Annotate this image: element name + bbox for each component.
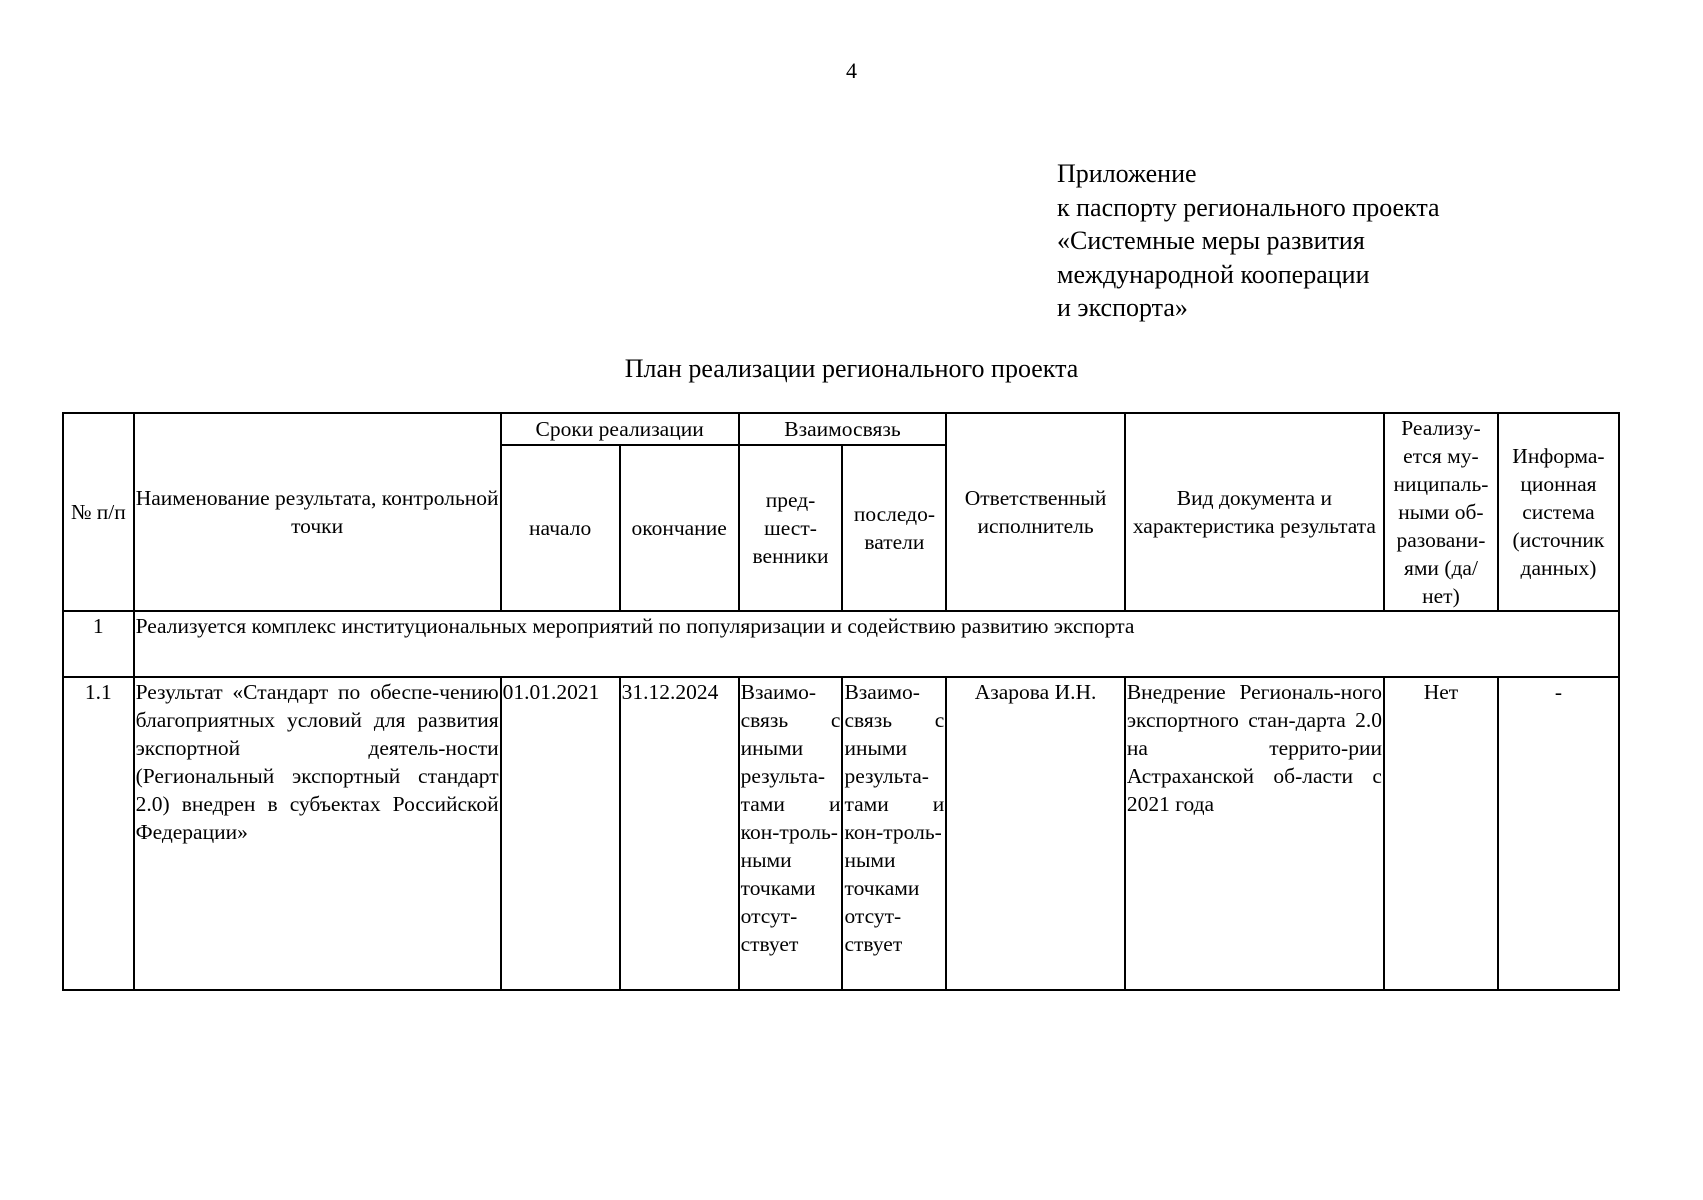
appendix-block — [1057, 157, 1440, 325]
row-name: Результат «Стандарт по обеспе-чению благоприятных условий для развития экспортной деятель-ности (Региональный экспортный стандарт 2.0) внедрен в субъектах Российской Федерации» — [134, 677, 501, 990]
section-num: 1 — [63, 611, 134, 677]
section-row — [63, 611, 1619, 677]
header-municipal: Реализу-ется му-ниципаль-ными об-разовани-ями (да/нет) — [1384, 413, 1498, 611]
appendix-line: «Системные меры развития — [1057, 226, 1365, 255]
header-terms: Сроки реализации — [501, 413, 739, 445]
header-predecessors: пред-шест-венники — [739, 445, 843, 611]
appendix-line: международной кооперации — [1057, 259, 1370, 289]
header-doc-type: Вид документа и характеристика результата — [1125, 413, 1384, 611]
page-number: 4 — [846, 58, 857, 83]
header-end: окончание — [620, 445, 739, 611]
table-row — [63, 677, 1619, 990]
header-link: Взаимосвязь — [739, 413, 947, 445]
row-info-system: - — [1498, 677, 1619, 990]
header-info-system: Информа-ционная система (источник данных) — [1498, 413, 1619, 611]
header-successors: последо-ватели — [842, 445, 946, 611]
row-successors: Взаимо-связь с иными результа-тами и кон-троль-ными точками отсут-ствует — [842, 677, 946, 990]
row-predecessors: Взаимо-связь с иными результа-тами и кон-троль-ными точками отсут-ствует — [739, 677, 843, 990]
header-num: № п/п — [63, 413, 134, 611]
row-municipal: Нет — [1384, 677, 1498, 990]
row-end: 31.12.2024 — [620, 677, 739, 990]
header-responsible: Ответственный исполнитель — [946, 413, 1124, 611]
appendix-line: Приложение — [1057, 159, 1197, 188]
appendix-line: и экспорта» — [1057, 293, 1188, 322]
plan-table — [62, 412, 1620, 991]
row-start: 01.01.2021 — [501, 677, 620, 990]
section-text: Реализуется комплекс институциональных мероприятий по популяризации и содействию развитию экспорта — [134, 611, 1619, 677]
document-title: План реализации регионального проекта — [624, 354, 1079, 383]
row-doc-type: Внедрение Региональ-ного экспортного стан-дарта 2.0 на террито-рии Астраханской об-ласти с 2021 года — [1125, 677, 1384, 990]
appendix-line: к паспорту регионального проекта — [1057, 192, 1440, 222]
header-start: начало — [501, 445, 620, 611]
row-responsible: Азарова И.Н. — [946, 677, 1124, 990]
header-name: Наименование результата, контрольной точки — [134, 413, 501, 611]
row-num: 1.1 — [63, 677, 134, 990]
